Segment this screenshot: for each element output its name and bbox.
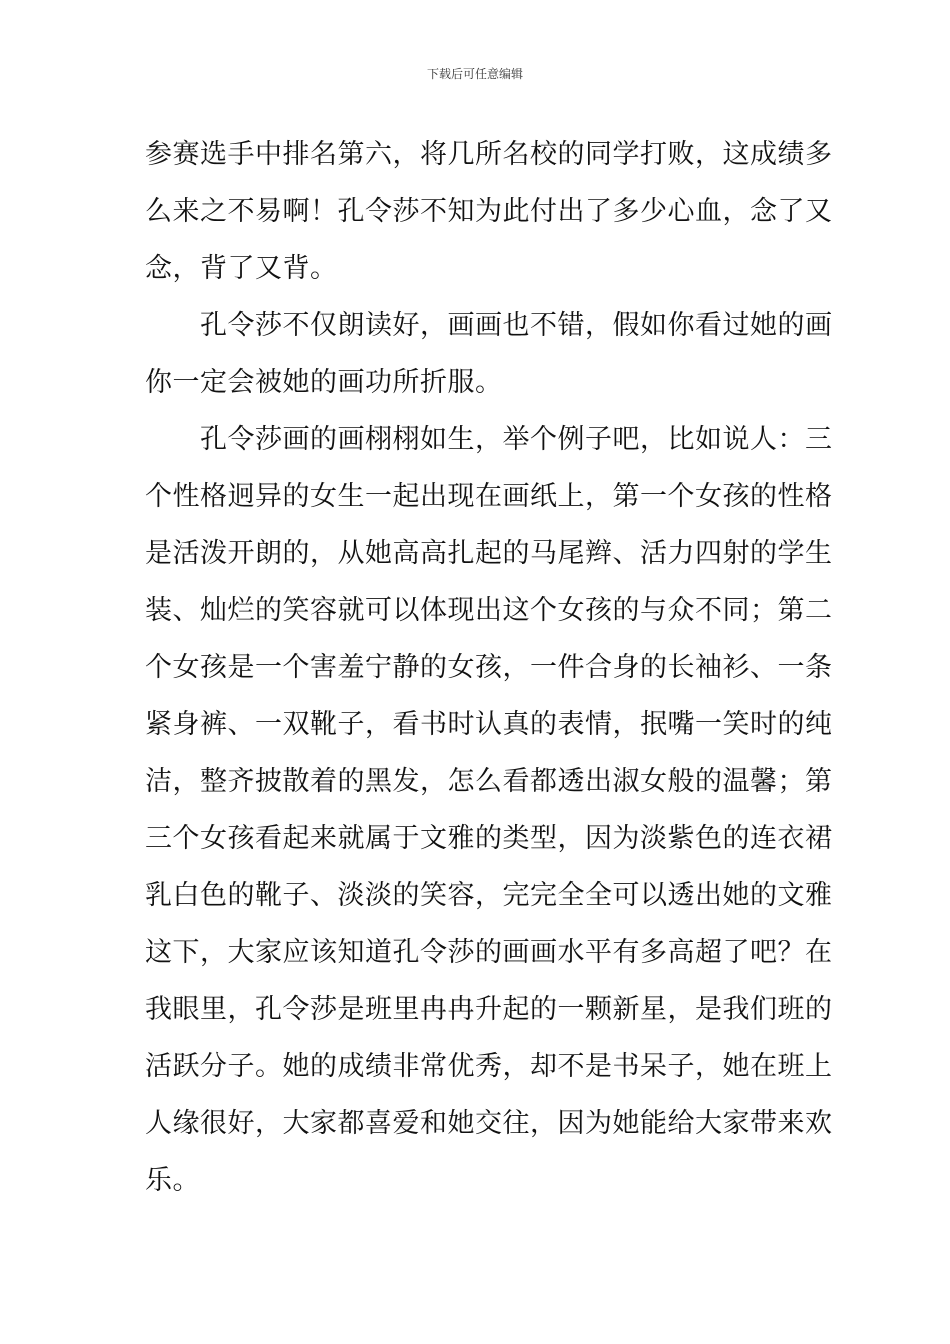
text-line: 孔令莎不仅朗读好，画画也不错，假如你看过她的画	[145, 310, 833, 341]
text-line: 参赛选手中排名第六，将几所名校的同学打败，这成绩多	[145, 139, 833, 170]
text-line: 孔令莎画的画栩栩如生，举个例子吧，比如说人：三	[145, 424, 833, 455]
text-line: 人缘很好，大家都喜爱和她交往，因为她能给大家带来欢	[145, 1108, 833, 1139]
page-header: 下载后可任意编辑	[426, 67, 523, 81]
text-line: 我眼里，孔令莎是班里冉冉升起的一颗新星，是我们班的	[145, 994, 833, 1025]
text-line: 乳白色的靴子、淡淡的笑容，完完全全可以透出她的文雅	[145, 880, 833, 911]
text-line: 活跃分子。她的成绩非常优秀，却不是书呆子，她在班上	[145, 1051, 833, 1082]
text-line: 是活泼开朗的，从她高高扎起的马尾辫、活力四射的学生	[145, 538, 833, 569]
text-line: 三个女孩看起来就属于文雅的类型，因为淡紫色的连衣裙	[145, 823, 833, 854]
text-line: 洁，整齐披散着的黑发，怎么看都透出淑女般的温馨；第	[145, 766, 833, 797]
text-line: 个性格迥异的女生一起出现在画纸上，第一个女孩的性格	[145, 481, 833, 512]
document-body	[145, 126, 833, 1209]
text-line: 么来之不易啊！孔令莎不知为此付出了多少心血，念了又	[145, 196, 833, 227]
text-line: 装、灿烂的笑容就可以体现出这个女孩的与众不同；第二	[145, 595, 833, 626]
text-line: 紧身裤、一双靴子，看书时认真的表情，抿嘴一笑时的纯	[145, 709, 833, 740]
text-line: 乐。	[145, 1165, 200, 1196]
text-line: 念，背了又背。	[145, 253, 338, 284]
text-line: 个女孩是一个害羞宁静的女孩，一件合身的长袖衫、一条	[145, 652, 833, 683]
text-line: 这下，大家应该知道孔令莎的画画水平有多高超了吧？在	[145, 937, 833, 968]
text-line: 你一定会被她的画功所折服。	[145, 367, 503, 398]
